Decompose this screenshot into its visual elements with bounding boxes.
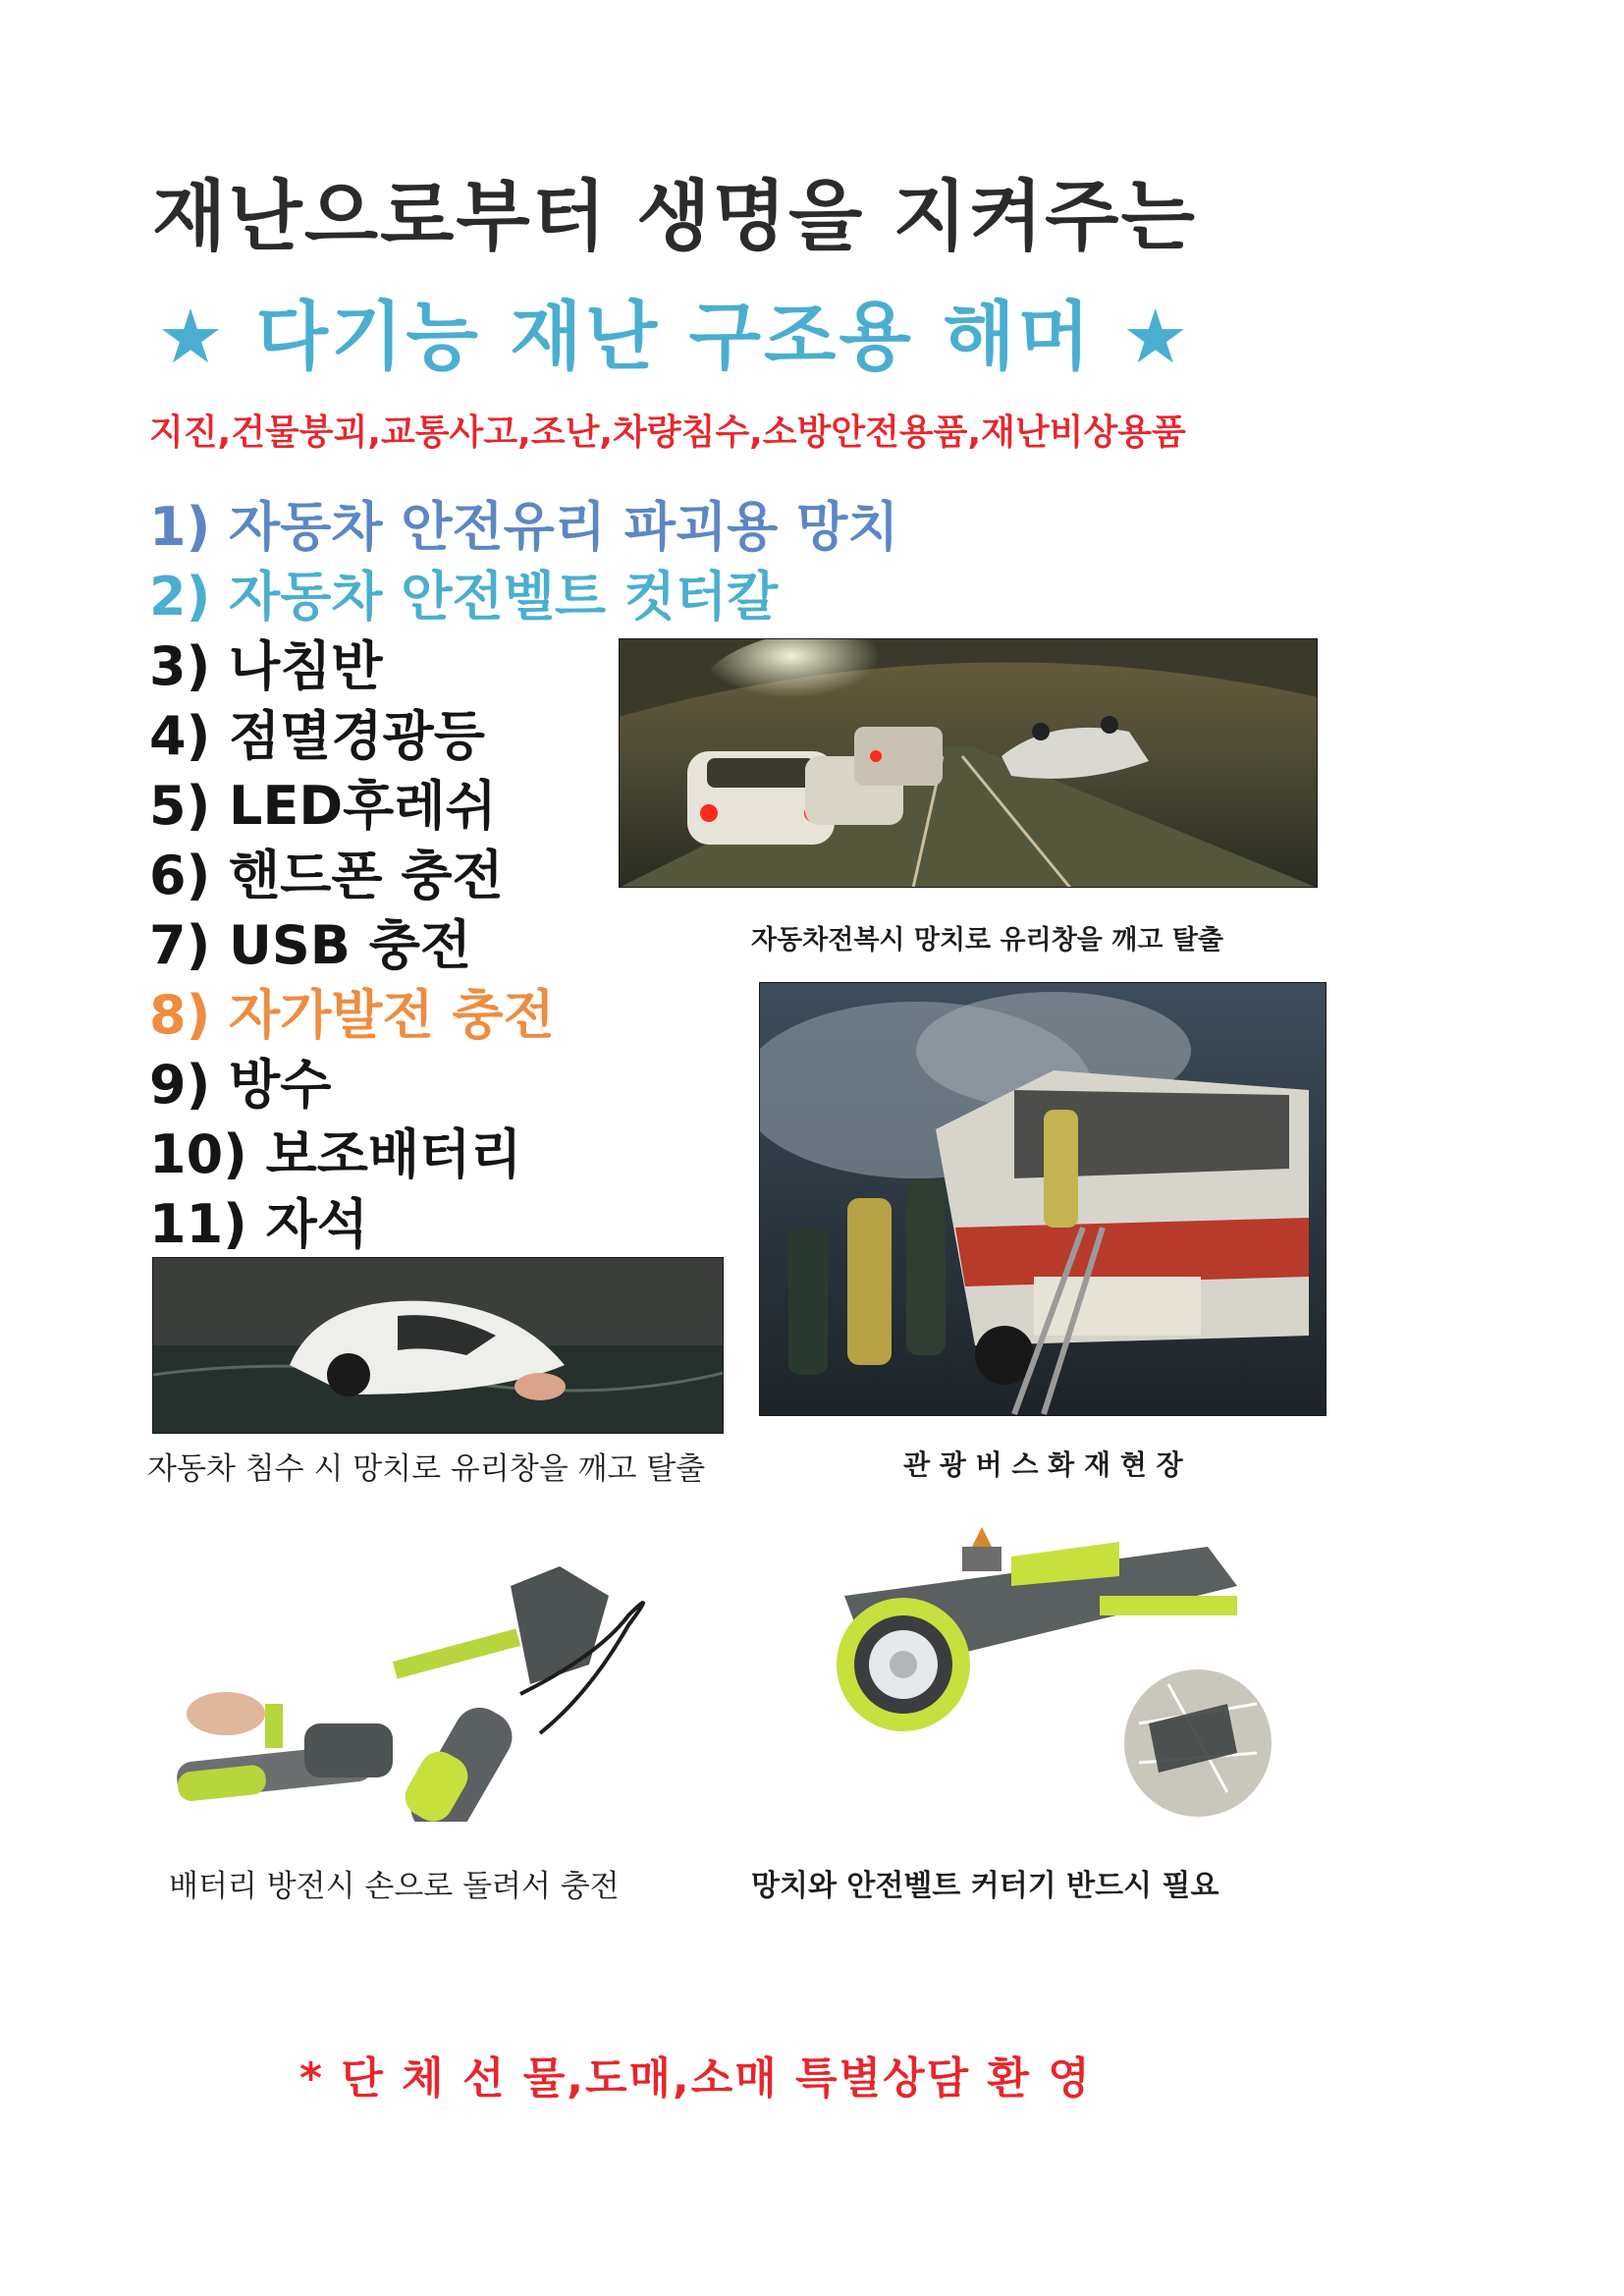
caption-crank: 배터리 방전시 손으로 돌려서 충전 [169, 1869, 620, 1904]
hammer-product-photo [815, 1527, 1326, 1822]
feature-item-11: 11) 자석 [149, 1193, 368, 1255]
feature-item-10: 10) 보조배터리 [149, 1123, 522, 1185]
tunnel-crash-photo [619, 638, 1318, 888]
feature-item-9: 9) 방수 [149, 1054, 332, 1116]
feature-item-4: 4) 점멸경광등 [149, 705, 485, 767]
crank-charging-photo [167, 1557, 677, 1822]
feature-item-8: 8) 자가발전 충전 [149, 984, 555, 1046]
feature-item-1: 1) 자동차 안전유리 파괴용 망치 [149, 496, 899, 558]
feature-item-3: 3) 나침반 [149, 635, 383, 697]
caption-bus-fire: 관 광 버 스 화 재 현 장 [903, 1449, 1183, 1481]
flooded-car-photo [152, 1257, 724, 1434]
caption-flood: 자동차 침수 시 망치로 유리창을 깨고 탈출 [147, 1451, 706, 1487]
product-title: ★ 다기능 재난 구조용 해머 ★ [157, 293, 1192, 380]
feature-item-7: 7) USB 충전 [149, 914, 472, 976]
caption-hammer: 망치와 안전벨트 커터기 반드시 필요 [751, 1869, 1219, 1903]
feature-item-6: 6) 핸드폰 충전 [149, 845, 504, 906]
feature-item-2: 2) 자동차 안전벨트 컷터칼 [149, 566, 779, 628]
usage-keywords: 지진,건물붕괴,교통사고,조난,차량침수,소방안전용품,재난비상용품 [149, 412, 1186, 453]
caption-tunnel: 자동차전복시 망치로 유리창을 깨고 탈출 [751, 925, 1223, 956]
page-title: 재난으로부터 생명을 지켜주는 [152, 173, 1197, 261]
wholesale-notice: * 단 체 선 물,도매,소매 특별상담 환 영 [299, 2053, 1092, 2104]
feature-item-5: 5) LED후레쉬 [149, 775, 497, 837]
bus-fire-photo [759, 982, 1326, 1416]
